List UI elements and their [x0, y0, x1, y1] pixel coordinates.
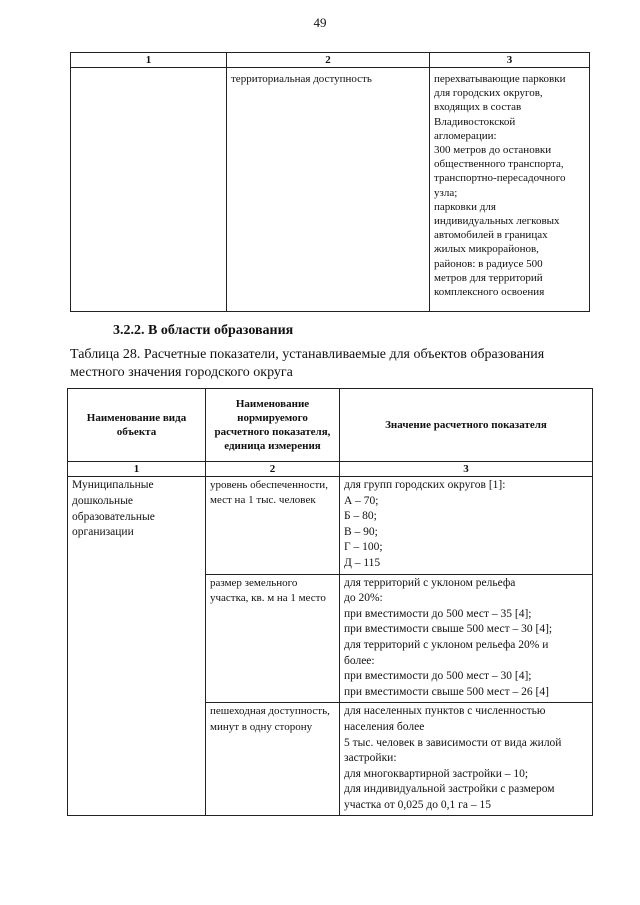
text-line: для многоквартирной застройки – 10;: [344, 767, 529, 780]
text-line: общественного транспорта,: [434, 158, 564, 171]
text-line: транспортно-пересадочного: [434, 172, 566, 185]
text-line: парковки для: [434, 200, 496, 213]
value-cell: [340, 574, 593, 703]
text-line: для индивидуальной застройки с размером: [344, 783, 555, 796]
continued-table: [70, 52, 590, 312]
text-line: населения более: [344, 720, 425, 733]
text-line: 5 тыс. человек в зависимости от вида жилой: [344, 736, 562, 749]
value-cell: [430, 68, 590, 312]
text-line: В – 90;: [344, 525, 378, 538]
text-line: при вместимости до 500 мест – 35 [4];: [344, 607, 532, 620]
text-line: при вместимости свыше 500 мест – 30 [4];: [344, 623, 553, 636]
text-line: для городских округов,: [434, 87, 543, 100]
column-number: 2: [206, 462, 340, 477]
text-line: комплексного освоения: [434, 286, 545, 299]
object-name-cell: [68, 477, 206, 816]
text-line: агломерации:: [434, 129, 497, 142]
table-cell: [71, 68, 227, 312]
text-line: Д – 115: [344, 556, 381, 569]
section-heading: 3.2.2. В области образования: [113, 323, 294, 338]
column-number: 1: [71, 53, 227, 68]
text-line: входящих в состав: [434, 101, 522, 114]
column-number: 2: [227, 53, 430, 68]
indicators-table: [67, 388, 593, 816]
column-number-row: [68, 462, 593, 477]
table-row: [71, 68, 590, 312]
table-header-row: [68, 389, 593, 462]
text-line: индивидуальных легковых: [434, 215, 560, 228]
indicator-cell: размер земельного участка, кв. м на 1 место: [206, 574, 340, 703]
text-line: при вместимости до 500 мест – 30 [4];: [344, 670, 532, 683]
text-line: районов: в радиусе 500: [434, 257, 543, 270]
object-name: Муниципальные дошкольные образовательные организации: [72, 479, 155, 539]
value-cell: [340, 703, 593, 816]
text-line: при вместимости свыше 500 мест – 26 [4]: [344, 685, 549, 698]
indicator-cell: уровень обеспеченности, мест на 1 тыс. человек: [206, 477, 340, 575]
text-line: для групп городских округов [1]:: [344, 479, 506, 491]
indicator-cell: пешеходная доступность, минут в одну сторону: [206, 703, 340, 816]
text-line: для территорий с уклоном рельефа: [344, 576, 516, 589]
table-caption: Таблица 28. Расчетные показатели, устанавливаемые для объектов образования местного значения городского округа: [70, 347, 545, 380]
column-number-row: [71, 53, 590, 68]
text-line: Г – 100;: [344, 541, 383, 554]
text-line: автомобилей в границах: [434, 229, 548, 242]
text-line: для населенных пунктов с численностью: [344, 705, 546, 718]
text-line: 300 метров до остановки: [434, 144, 552, 157]
table-row: [68, 477, 593, 575]
column-number: 3: [430, 53, 590, 68]
text-line: Б – 80;: [344, 510, 377, 523]
text-line: метров для территорий: [434, 271, 543, 284]
text-line: узла;: [434, 186, 458, 199]
column-number: 3: [340, 462, 593, 477]
text-line: более:: [344, 654, 375, 667]
column-header: Наименование вида объекта: [68, 389, 206, 462]
text-line: участка от 0,025 до 0,1 га – 15: [344, 798, 491, 811]
indicator-cell: территориальная доступность: [227, 68, 430, 312]
column-number: 1: [68, 462, 206, 477]
text-line: А – 70;: [344, 494, 379, 507]
column-header: Значение расчетного показателя: [340, 389, 593, 462]
value-cell: [340, 477, 593, 575]
text-line: до 20%:: [344, 592, 383, 605]
column-header: Наименование нормируемого расчетного показателя, единица измерения: [206, 389, 340, 462]
text-line: для территорий с уклоном рельефа 20% и: [344, 638, 549, 651]
text-line: жилых микрорайонов,: [434, 243, 539, 256]
page-number: 49: [313, 15, 327, 30]
text-line: застройки:: [344, 752, 397, 765]
text-line: Владивостокской: [434, 115, 516, 128]
text-line: перехватывающие парковки: [434, 73, 566, 85]
